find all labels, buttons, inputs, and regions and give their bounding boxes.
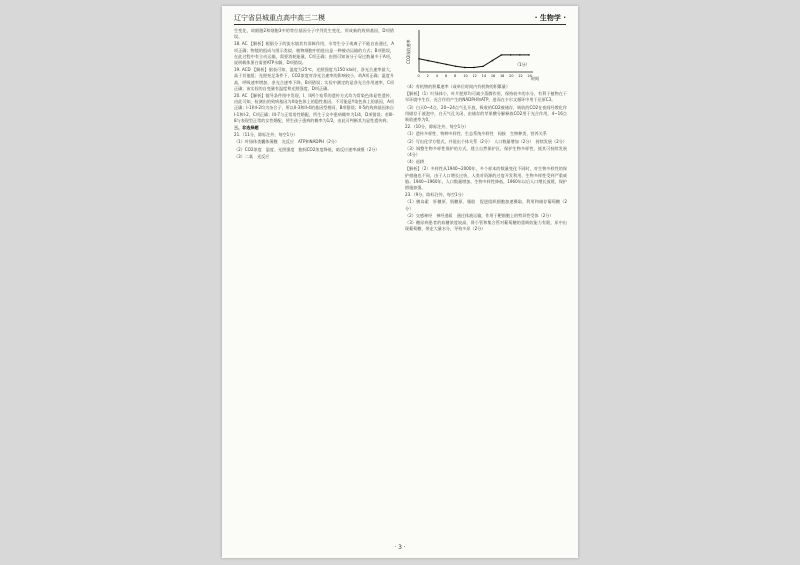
page-number: · 3 · — [394, 544, 406, 551]
co2-data-point — [455, 66, 457, 68]
answer-paragraph: （3）白天0~4点、20~24点气孔开放，吸收的CO2被储存，吸收的CO2在夜间经羧化作用储存于液泡中，白天气孔关闭，由储存的苹果酸分解释放CO2用于光合作用，4~16点吸收速率为0。 — [405, 104, 567, 123]
co2-chart-svg — [405, 28, 555, 82]
co2-data-point — [519, 54, 521, 56]
x-tick-label: 16 — [490, 74, 496, 78]
answer-paragraph: （3）二氧 光反应 — [234, 153, 270, 159]
answer-paragraph: （4）有机物的积累速率（或单位时间内有机物的积累量） — [405, 84, 510, 89]
x-tick-label: 14 — [481, 74, 486, 78]
x-tick-label: 18 — [500, 74, 505, 78]
header-exam-title: 辽宁省县城重点高中高三二模 — [234, 14, 325, 22]
co2-data-point — [418, 58, 420, 60]
co2-data-point — [427, 60, 429, 62]
answer-page — [222, 6, 578, 558]
co2-chart — [405, 28, 555, 82]
x-tick-label: 6 — [445, 74, 448, 78]
x-tick-label: 12 — [472, 74, 477, 78]
answer-paragraph: （3）糖尿病患者的血糖浓度较高，肾小管和集合管对葡萄糖的重吸收能力有限，尿中出现葡萄糖，带走大量水分，导致多尿（2分） — [405, 220, 567, 232]
co2-data-point — [510, 54, 512, 56]
co2-data-point — [437, 62, 439, 64]
x-tick-label: 10 — [463, 74, 468, 78]
co2-data-point — [482, 66, 484, 68]
x-tick-label: 24 — [527, 74, 532, 78]
co2-data-point — [464, 67, 466, 69]
x-tick-label: 4 — [435, 74, 439, 78]
answer-paragraph: （4）退耕 — [405, 159, 424, 165]
answer-paragraph: （1）遗传多样性、物种多样性、生态系统多样性 间接 生物种类、营养关系 — [405, 131, 547, 137]
answer-paragraph: 21.（11分，除标注外，每空1分） — [234, 132, 298, 138]
left-column — [234, 28, 394, 161]
co2-data-point — [492, 60, 494, 62]
answer-paragraph: （1）胰岛素 肝糖原、肌糖原、脂肪 促进组织细胞加速摄取、利用和储存葡萄糖（2分） — [405, 199, 567, 211]
answer-paragraph: 23.（9分，除标注外，每空1分） — [405, 192, 466, 198]
section-heading: 三、非选择题 — [234, 125, 259, 131]
co2-data-point — [528, 54, 530, 56]
answer-paragraph: （2）CO2浓度 温度、光照强度 胞间CO2浓度降低，暗反应速率减慢（2分） — [234, 146, 380, 152]
header-subject: · 生物学 · — [534, 14, 566, 22]
co2-data-point — [473, 67, 475, 69]
right-column — [405, 28, 567, 233]
answer-paragraph: 【解析】（1）叶绿体小，叶片肥厚均可减少蒸腾作用，保持较多的水分，有利于植物在干旱环境中生存，光合作用产生的NADPH和ATP，进而在卡尔文循环中用于还原C3。 — [405, 91, 567, 103]
co2-data-point — [501, 54, 503, 56]
x-tick-label: 22 — [518, 74, 523, 78]
co2-data-point — [446, 64, 448, 66]
answer-paragraph: 19. ACD 【解析】据表可知，温度为25℃，光照强度为150 klx时，净光合速率最大，高于其他组；光照充足条件下，CO2浓度对净光合速率的影响较小，故A项正确；温度升高，呼吸速率增加，净光合速率下降，B项错误；实验中测定的是净光合作用速率，C项正确；该实验的自变量有温度和光照强度，D项正确。 — [234, 67, 394, 91]
answer-paragraph: 22.（10分，除标注外，每空1分） — [405, 124, 469, 130]
x-tick-label: 0 — [417, 74, 420, 78]
answer-paragraph: （3）调整生物多样性保护的方式，建立自然保护区，保护生物多样性，使其可持续发展（4分） — [405, 145, 567, 158]
answer-paragraph: （1）叶绿体类囊体薄膜 光反应 ATP和NADPH（2分） — [234, 139, 340, 145]
chart-annotation: （1分） — [515, 62, 530, 67]
answer-paragraph: 20. AC 【解析】镜导条件图中发现，I、II两个家系的遗传方式均为常染色体显性遗传，由此可知，检测出的致病基因为X染色体上的隐性基因，不可能是Y染色体上的基因，A项正确；I-1和I-2均为杂合子，所以II-3和II-4的基因型相同，B项错误；II-5的致病基因来自I-1和I-2，C项正确；III-7与正常男性婚配，所生子女中患病概率为1/4，D项错误；若III-8与表现型正常的女性婚配，所生孩子患病的概率为1/2，由此可判断其为显性遗传病。 — [234, 93, 394, 123]
answer-paragraph: （2）写出化学方程式，并说出个体关系（2分） 人口数量增加（2分） 持续发展（2分） — [405, 138, 567, 144]
answer-paragraph: 【解析】（2）多样性从1940~2000年，多个样本的数量变化不同时，对生物多样性的保护措施也不同，由于人口增长过快，人类对资源的过度开发利用，生物多样性受到严重威胁。1940~1960年，人口数量增加，生物多样性降低，1960年以后人口增长放缓，保护措施加强。 — [405, 166, 567, 191]
answer-paragraph: 生变化，故细胞2和细胞3中的等位基因分子序列发生变化，形成新的致病基因，D项错误。 — [234, 28, 394, 40]
co2-series-line — [419, 55, 529, 68]
x-axis-label: 时间 — [531, 76, 539, 81]
x-tick-label: 2 — [426, 74, 429, 78]
answer-paragraph: （2）交感神经 神经递质 通过体液运输，作用于靶细胞上的特异性受体（2分） — [405, 212, 554, 218]
page-header — [234, 12, 566, 25]
answer-paragraph: 18. AC 【解析】根据分子的流水填其有屏障作用，水等生分子或离子不能自由通过，A项正确；物镜的组成与图示类似，植物细胞中的进出是一种被动运输的方式；B项错误，在此过程中有主动运输，需要消耗能量，C项正确；由图可知该分子穿过数量多于A项，说明载体蛋白需要ATP水解，D项错误。 — [234, 41, 394, 66]
x-tick-label: 8 — [454, 74, 457, 78]
y-axis-label: CO2吸收速率 — [406, 39, 411, 64]
x-tick-label: 20 — [509, 74, 514, 78]
